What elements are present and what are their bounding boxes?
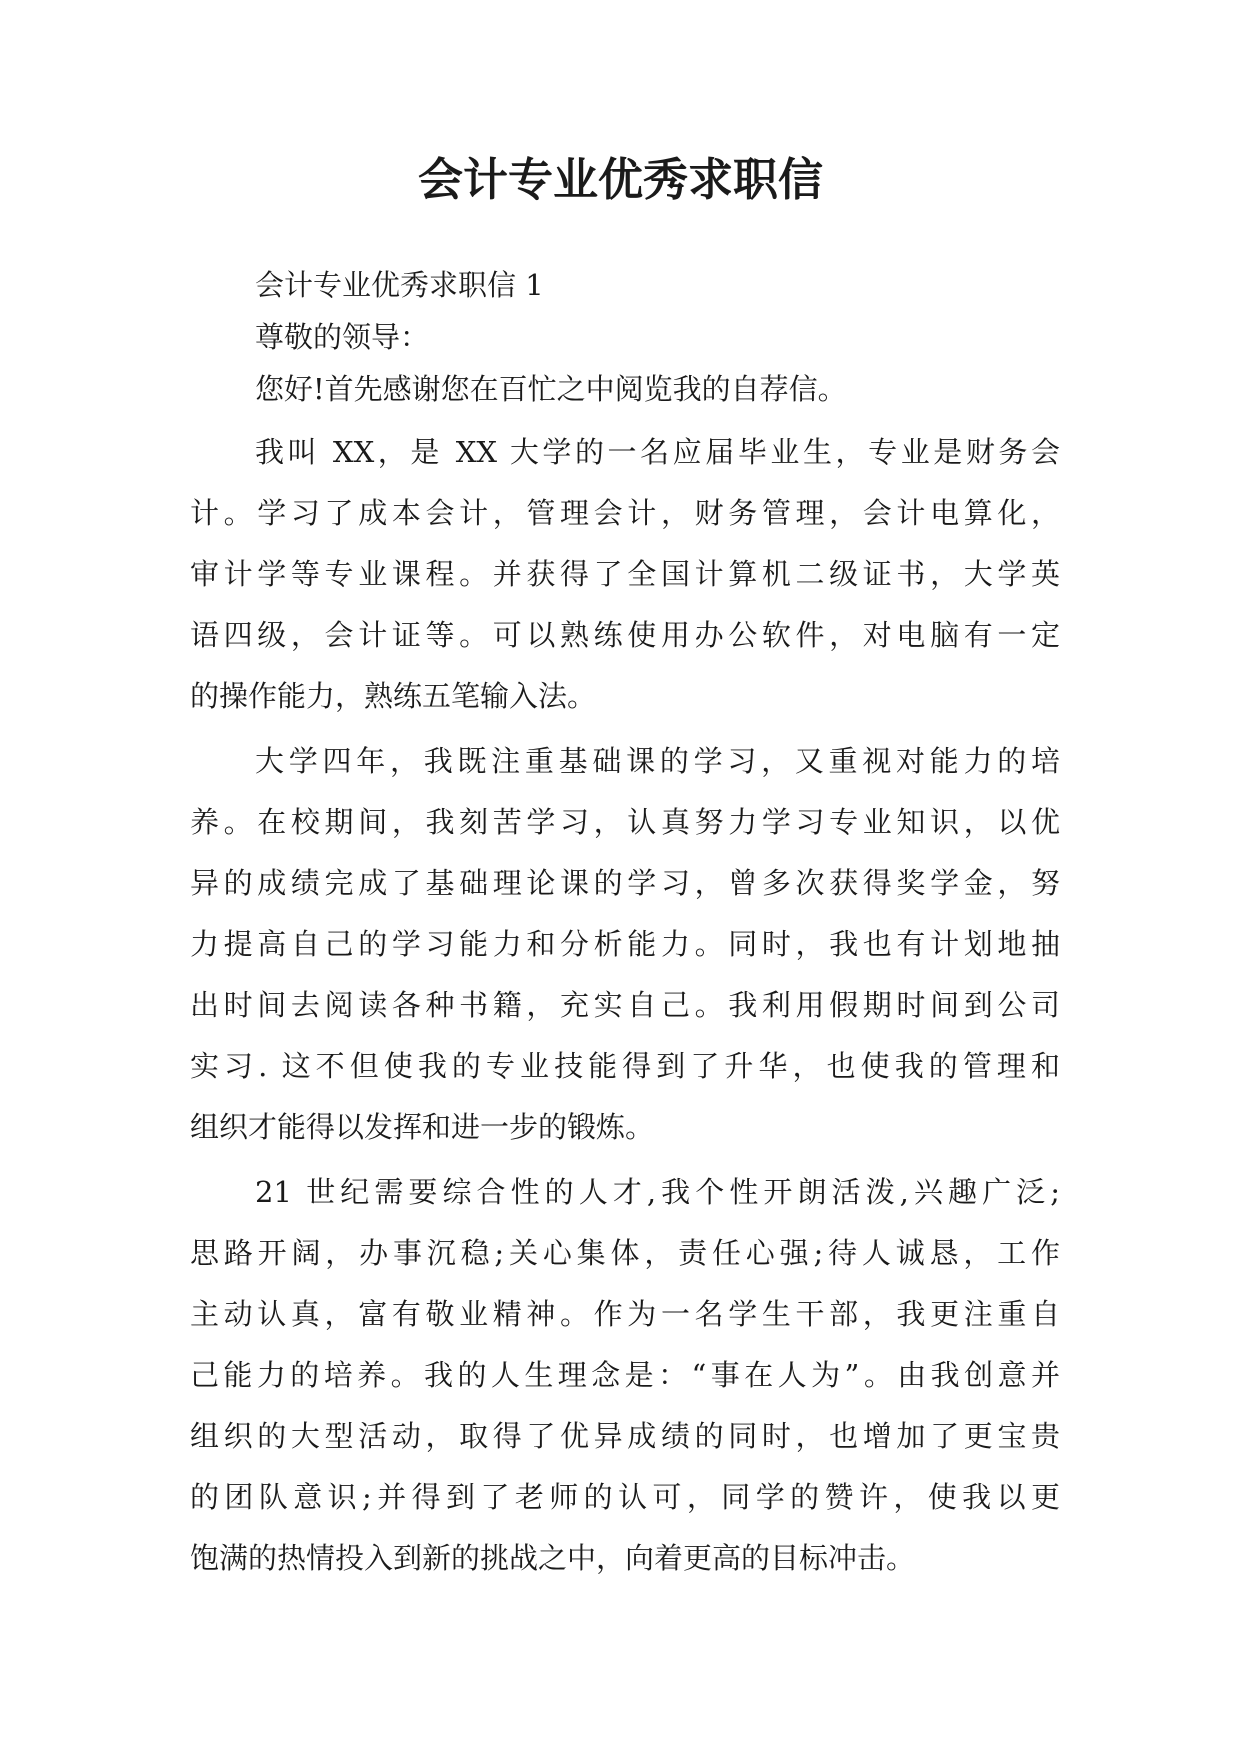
paragraph-1-line-2: 计。学习了成本会计，管理会计，财务管理，会计电算化， (190, 496, 1060, 530)
paragraph-3-line-1: 21 世纪需要综合性的人才,我个性开朗活泼,兴趣广泛; (255, 1175, 1060, 1209)
letter-heading: 会计专业优秀求职信 1 (255, 268, 544, 302)
greeting-line: 您好!首先感谢您在百忙之中阅览我的自荐信。 (255, 372, 847, 406)
paragraph-3-line-2: 思路开阔，办事沉稳;关心集体，责任心强;待人诚恳，工作 (190, 1236, 1060, 1270)
paragraph-3-line-5: 组织的大型活动，取得了优异成绩的同时，也增加了更宝贵 (190, 1419, 1060, 1453)
paragraph-2-line-3: 异的成绩完成了基础理论课的学习，曾多次获得奖学金，努 (190, 866, 1060, 900)
paragraph-2-line-4: 力提高自己的学习能力和分析能力。同时，我也有计划地抽 (190, 927, 1060, 961)
paragraph-1-line-3: 审计学等专业课程。并获得了全国计算机二级证书，大学英 (190, 557, 1060, 591)
paragraph-3-line-4: 己能力的培养。我的人生理念是：“事在人为”。由我创意并 (190, 1358, 1060, 1392)
paragraph-3-line-3: 主动认真，富有敬业精神。作为一名学生干部，我更注重自 (190, 1297, 1060, 1331)
paragraph-3-line-7: 饱满的热情投入到新的挑战之中，向着更高的目标冲击。 (190, 1541, 916, 1575)
paragraph-2-line-7: 组织才能得以发挥和进一步的锻炼。 (190, 1110, 655, 1144)
document-title: 会计专业优秀求职信 (417, 153, 823, 206)
paragraph-2-line-6: 实习. 这不但使我的专业技能得到了升华，也使我的管理和 (190, 1049, 1060, 1083)
paragraph-2-line-1: 大学四年，我既注重基础课的学习，又重视对能力的培 (255, 744, 1060, 778)
paragraph-3-line-6: 的团队意识;并得到了老师的认可，同学的赞许，使我以更 (190, 1480, 1060, 1514)
paragraph-2-line-2: 养。在校期间，我刻苦学习，认真努力学习专业知识，以优 (190, 805, 1060, 839)
paragraph-1-line-4: 语四级，会计证等。可以熟练使用办公软件，对电脑有一定 (190, 618, 1060, 652)
paragraph-1-line-5: 的操作能力，熟练五笔输入法。 (190, 679, 597, 713)
salutation: 尊敬的领导： (255, 320, 430, 354)
paragraph-2-line-5: 出时间去阅读各种书籍，充实自己。我利用假期时间到公司 (190, 988, 1060, 1022)
paragraph-1-line-1: 我叫 XX，是 XX 大学的一名应届毕业生，专业是财务会 (255, 435, 1060, 469)
